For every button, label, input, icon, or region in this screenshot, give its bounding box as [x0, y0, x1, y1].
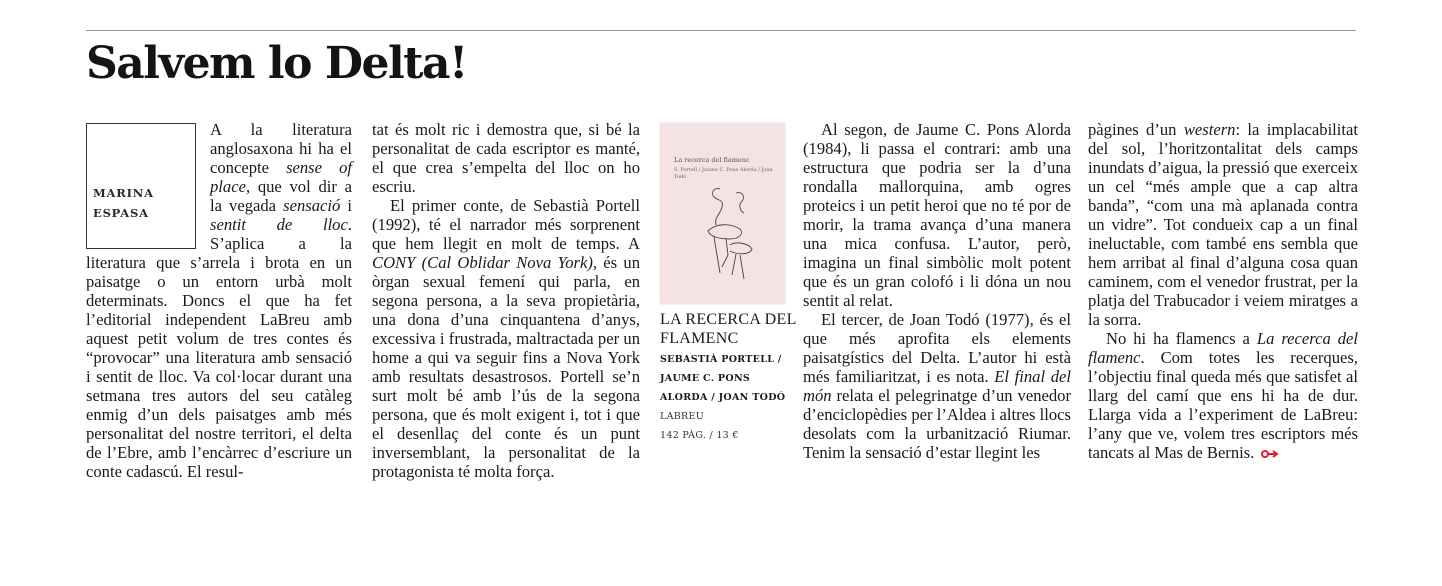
paragraph: tat és molt ric i demostra que, si bé la personalitat de cada escriptor es manté, el que crea s’empelta del lloc on ho escriu. — [372, 120, 640, 196]
flamingo-illustration — [700, 183, 760, 283]
top-rule — [86, 30, 1356, 31]
text-column-3 — [803, 120, 1071, 462]
book-cover-authors: S. Portell / Jaume C. Pons Alorda / Joan Todó — [674, 167, 773, 180]
paragraph: El tercer, de Joan Todó (1977), és el que més aprofita els elements paisatgístics del Delta. L’autor hi està més familiaritzat, i es nota. El final del món relata el pelegrinatge d’un venedor d’enciclopèdies per l’Aldea i altres llocs desolats com la urbanització Riumar. Tenim la sensació d’estar llegint les — [803, 310, 1071, 462]
headline: Salvem lo Delta! — [86, 38, 467, 89]
book-authors: SEBASTIÀ PORTELL / JAUME C. PONS ALORDA / JOAN TODÓ — [660, 354, 786, 403]
book-info — [660, 310, 800, 445]
book-cover-image — [660, 123, 785, 304]
book-details: 142 PÀG. / 13 € — [660, 430, 739, 441]
paragraph: No hi ha flamencs a La recerca del flamenc. Com totes les recerques, l’objectiu final queda més que satisfet al llarg del camí que ens hi ha de dur. Llarga vida a l’experiment de LaBreu: l’any que ve, volem tres escriptors més tancats al Mas de Bernis. — [1088, 329, 1358, 462]
book-cover-title: La recerca del flamenc — [674, 156, 750, 164]
paragraph: El primer conte, de Sebastià Portell (1992), té el narrador més sorprenent que hem llegit en molt de temps. A CONY (Cal Oblidar Nova York), és un òrgan sexual femení qui parla, en segona persona, a la seva propietària, una dona d’una cinquantena d’anys, excessiva i frustrada, maltractada per un home a qui va seguir fins a Nova York amb resultats desastrosos. Portell se’n surt molt bé amb l’ús de la segona persona, que és molt exigent i, tot i que el desenllaç del conte és un punt inversemblant, la personalitat de la protagonista té molta força. — [372, 196, 640, 481]
text-column-2 — [372, 120, 640, 481]
paragraph: Al segon, de Jaume C. Pons Alorda (1984), li passa el contrari: amb una estructura que podria ser la d’una rondalla mallorquina, amb ogres proteics i un petit heroi que no té por de morir, la trama avança d’una manera una mica confusa. L’autor, però, imagina un final simbòlic molt potent que és un gran colofó i li dóna un nou sentit al relat. — [803, 120, 1071, 310]
byline-first-name: MARINA — [93, 186, 154, 200]
book-publisher: LABREU — [660, 411, 705, 422]
paragraph: A la literatura anglosaxona hi ha el concepte sense of place, que vol dir a la vegada sensació i sentit de lloc. S’aplica a la literatura que s’arrela i brota en un paisatge o un entorn urbà molt determinats. Doncs el que ha fet l’editorial independent LaBreu amb aquest petit volum de tres contes és “provocar” una literatura amb sensació i sentit de lloc. Va col·locar durant una setmana tres autors del seu catàleg enmig d’un dels paisatges amb més personalitat del nostre territori, el delta de l’Ebre, amb l’encàrrec d’escriure un conte cadascú. El resul- — [86, 120, 352, 481]
byline-box — [86, 123, 196, 249]
text-column-4 — [1088, 120, 1358, 462]
end-of-article-icon — [1259, 449, 1279, 459]
paragraph: pàgines d’un western: la implacabilitat del sol, l’horitzontalitat dels camps inundats d’aigua, la pressió que exerceix un cel “més ample que a cap altra banda”, “com una mà aplanada contra un vidre”. Tot condueix cap a un final ineluctable, com també ens sembla que hem arribat al final d’alguna cosa quan caminem, com el venedor frustrat, per la platja del Trabucador i veiem miratges a la sorra. — [1088, 120, 1359, 329]
byline-last-name: ESPASA — [93, 206, 149, 220]
text-column-1 — [86, 120, 352, 481]
book-title: LA RECERCA DEL FLAMENC — [660, 311, 797, 347]
